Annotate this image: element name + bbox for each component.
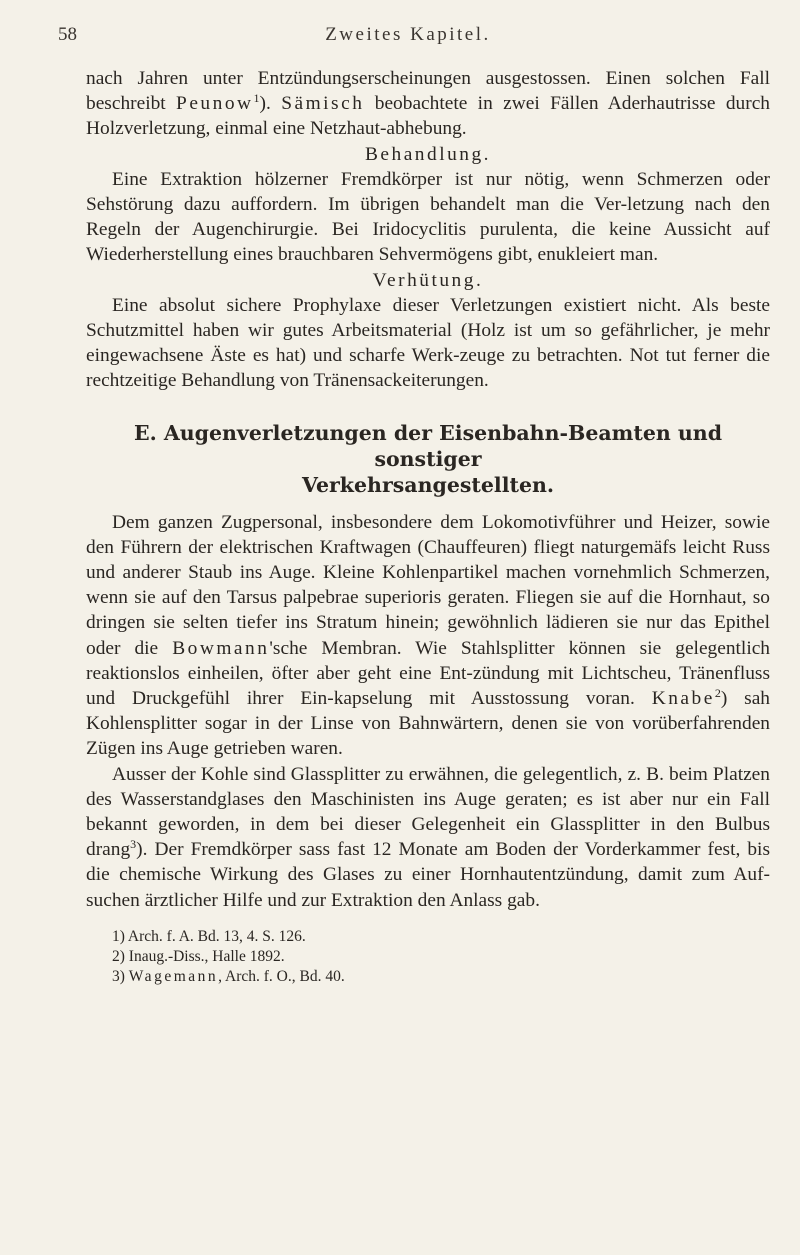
para1-text-a: nach Jahren unter Entzündungserscheinungen ausgestossen. Einen solchen Fall beschreibt: [86, 68, 770, 115]
paragraph-5: [86, 762, 770, 913]
section-heading-line-1: E. Augenverletzungen der Eisenbahn-Beamten und sonstiger: [133, 420, 723, 471]
footnote-ref-1: 1: [253, 91, 260, 106]
running-title: Zweites Kapitel.: [325, 24, 491, 45]
heading-verhuetung: Verhütung.: [372, 269, 484, 291]
footnote-3-marker: 3): [112, 967, 129, 985]
paragraph-2: Eine Extraktion hölzerner Fremdkörper ist nur nötig, wenn Schmerzen oder Sehstörung dazu auffordern. Im übrigen behandelt man die Ver-letzung nach den Regeln der Augenchirurgie. Bei Iridocyclitis purulenta, die keine Aussicht auf Wiederherstellung eines brauchbaren Sehvermögens gibt, enukleiert man.: [86, 168, 770, 266]
para4-text-b: 'sche Membran. Wie Stahlsplitter können sie gelegentlich reaktionslos einheilen, öfter aber geht eine Ent-zündung mit Lichtscheu, Tränenfluss und Druckgefühl ihrer Ein-kapselung mit Ausstossung voran.: [86, 637, 771, 710]
author-wagemann: Wagemann: [128, 967, 219, 985]
footnote-ref-3: 3: [130, 837, 137, 852]
para4-text-c: ) sah Kohlensplitter sogar in der Linse von Bahnwärtern, denen sie von vorüberfahrenden Zügen ins Auge getrieben waren.: [86, 688, 770, 760]
footnote-2: 2) Inaug.-Diss., Halle 1892.: [112, 947, 285, 965]
author-saemisch: Sämisch: [281, 93, 365, 115]
footnotes: [86, 927, 770, 987]
para5-text-a: Ausser der Kohle sind Glassplitter zu erwähnen, die gelegentlich, z. B. beim Platzen des Wasserstandglases den Maschinisten ins Auge geraten; es ist aber nur ein Fall bekannt geworden, in dem bei dieser Gelegenheit ein Glassplitter in den Bulbus drang: [86, 763, 770, 861]
author-knabe: Knabe: [651, 688, 715, 710]
paragraph-1: nach Jahren unter Entzündungserscheinungen ausgestossen. Einen solchen Fall beschreibt Peunow$^1$). Sämisch beobachtete in zwei Fällen Aderhautrisse durch Holzverletzung, einmal eine Netzhaut-abhebung.: [86, 68, 770, 140]
section-heading: [86, 420, 770, 498]
paragraph-4: [86, 510, 770, 762]
footnote-3-text: , Arch. f. O., Bd. 40.: [218, 967, 345, 985]
para1-text-c: beobachtete in zwei Fällen Aderhautrisse durch Holzverletzung, einmal eine Netzhaut-abhebung.: [86, 93, 770, 140]
author-bowmann: Bowmann: [172, 637, 270, 659]
para4-text-a: Dem ganzen Zugpersonal, insbesondere dem Lokomotivführer und Heizer, sowie den Führern der elektrischen Kraftwagen (Chauffeuren) fliegt naturgemäfs leicht Russ und anderer Staub ins Auge. Kleine Kohlenpartikel machen vornehmlich Schmerzen, wenn sie auf den Tarsus palpebrae superioris geraten. Fliegen sie auf die Hornhaut, so dringen sie selten tiefer ins Stratum hinein; gewöhnlich lädieren sie nur das Epithel oder die: [86, 511, 770, 659]
heading-behandlung: Behandlung.: [364, 143, 492, 165]
section-heading-line-2: Verkehrsangestellten.: [301, 472, 555, 497]
footnote-3: [112, 967, 770, 987]
para1-text-b: .: [265, 93, 282, 115]
author-peunow: Peunow: [176, 93, 254, 115]
paragraph-3: Eine absolut sichere Prophylaxe dieser Verletzungen existiert nicht. Als beste Schutzmittel haben wir gutes Arbeitsmaterial (Holz ist um so gefährlicher, je mehr eingewachsene Äste es hat) und scharfe Werk-zeuge zu betrachten. Not tut ferner die rechtzeitige Behandlung von Tränensackeiterungen.: [86, 294, 770, 392]
footnote-1: 1) Arch. f. A. Bd. 13, 4. S. 126.: [112, 927, 306, 945]
page-body: [86, 66, 770, 987]
footnote-ref-2: 2: [714, 686, 721, 701]
para5-text-b: ). Der Fremdkörper sass fast 12 Monate am Boden der Vorderkammer fest, bis die chemische Wirkung des Glases zu einer Hornhautentzündung, damit zum Auf-suchen ärztlicher Hilfe und zur Extraktion den Anlass gab.: [86, 839, 770, 911]
page-number: 58: [58, 24, 77, 45]
